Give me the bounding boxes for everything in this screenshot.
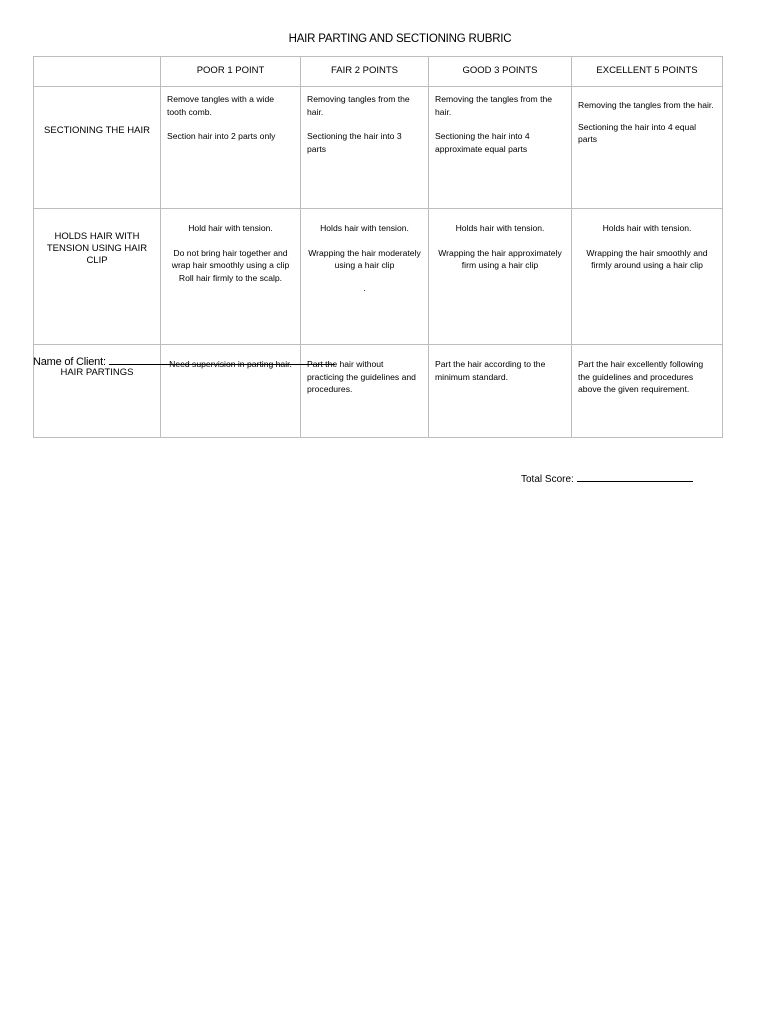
total-score-blank[interactable] <box>577 472 693 482</box>
cell-sectioning-poor <box>161 87 301 209</box>
cell-holds-excellent <box>572 209 723 345</box>
criterion-sectioning: SECTIONING THE HAIR <box>34 87 161 209</box>
header-excellent: EXCELLENT 5 POINTS <box>572 57 723 87</box>
criterion-holds-hair: HOLDS HAIR WITH TENSION USING HAIR CLIP <box>34 209 161 345</box>
cell-holds-fair <box>301 209 429 345</box>
cell-text: . <box>363 282 366 293</box>
cell-text: Roll hair firmly to the scalp. <box>178 272 283 283</box>
header-good: GOOD 3 POINTS <box>429 57 572 87</box>
client-name-line <box>33 355 335 368</box>
cell-text: Wrapping the hair approximately firm using a hair clip <box>438 247 562 270</box>
cell-text: Wrapping the hair smoothly and firmly around using a hair clip <box>586 247 708 270</box>
cell-text: Do not bring hair together and wrap hair smoothly using a clip <box>171 247 290 270</box>
cell-text: Sectioning the hair into 3 parts <box>307 131 402 154</box>
table-row <box>34 209 723 345</box>
cell-text: Remove tangles with a wide tooth comb. <box>167 94 274 117</box>
total-score-label: Total Score: <box>521 474 574 485</box>
header-fair: FAIR 2 POINTS <box>301 57 429 87</box>
cell-text: Removing tangles from the hair. <box>307 94 410 117</box>
cell-partings-poor: Need supervision in parting hair. <box>161 345 301 438</box>
cell-text: Removing the tangles from the hair. <box>578 100 714 110</box>
header-poor: POOR 1 POINT <box>161 57 301 87</box>
table-row <box>34 87 723 209</box>
cell-partings-fair: Part the hair without practicing the guidelines and procedures. <box>301 345 429 438</box>
cell-text: Wrapping the hair moderately using a hair clip <box>308 247 421 270</box>
cell-sectioning-fair <box>301 87 429 209</box>
rubric-title: HAIR PARTING AND SECTIONING RUBRIC <box>288 33 512 45</box>
criterion-hair-partings: HAIR PARTINGS <box>34 345 161 438</box>
rubric-table <box>33 56 723 438</box>
cell-sectioning-good <box>429 87 572 209</box>
cell-partings-good: Part the hair according to the minimum standard. <box>429 345 572 438</box>
cell-text: Removing the tangles from the hair. <box>435 94 553 117</box>
cell-text: Sectioning the hair into 4 equal parts <box>578 121 697 144</box>
cell-text: Section hair into 2 parts only <box>167 131 276 141</box>
cell-text: Holds hair with tension. <box>602 223 692 233</box>
client-name-label: Name of Client: <box>33 356 106 368</box>
header-blank <box>34 57 161 87</box>
client-name-blank[interactable] <box>109 355 335 365</box>
total-score-line <box>521 472 693 485</box>
cell-text: Sectioning the hair into 4 approximate equal parts <box>435 131 530 154</box>
cell-text: Hold hair with tension. <box>188 223 273 233</box>
header-row <box>34 57 723 87</box>
cell-holds-poor <box>161 209 301 345</box>
cell-sectioning-excellent <box>572 87 723 209</box>
cell-text: Holds hair with tension. <box>320 223 409 233</box>
cell-holds-good <box>429 209 572 345</box>
cell-text: Holds hair with tension. <box>455 223 545 233</box>
cell-partings-excellent: Part the hair excellently following the guidelines and procedures above the given requirement. <box>572 345 723 438</box>
